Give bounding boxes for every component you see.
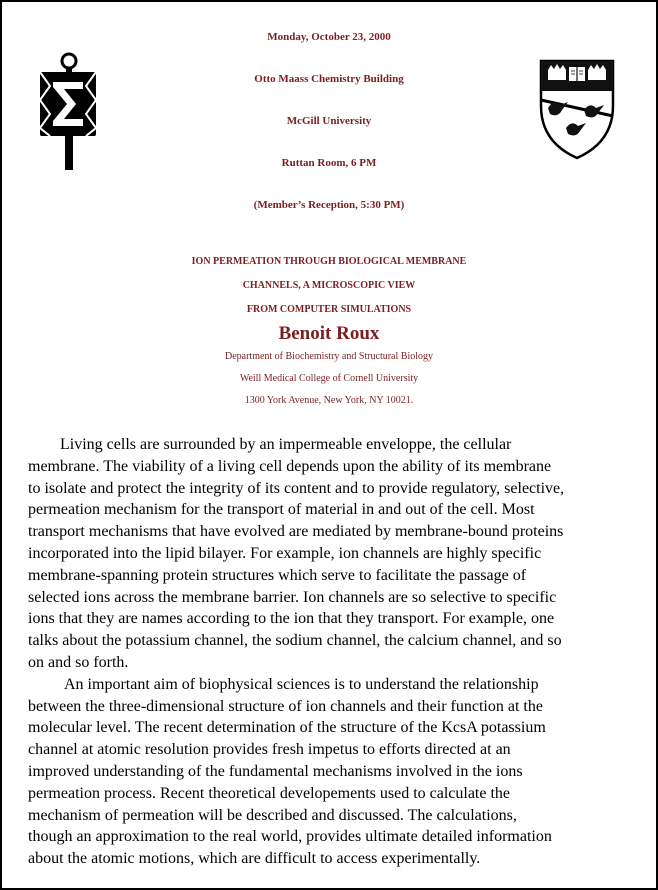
abstract-line: between the three-dimensional structure of ion channels and their function at the bbox=[28, 697, 543, 715]
talk-title-line: ION PERMEATION THROUGH BIOLOGICAL MEMBRANE bbox=[191, 256, 467, 267]
affiliation-line: Weill Medical College of Cornell University bbox=[239, 373, 419, 384]
event-room-time: Ruttan Room, 6 PM bbox=[281, 157, 377, 169]
talk-title-line: FROM COMPUTER SIMULATIONS bbox=[246, 304, 412, 315]
talk-title-line: CHANNELS, A MICROSCOPIC VIEW bbox=[242, 280, 416, 291]
abstract-paragraph-1 bbox=[28, 434, 640, 674]
abstract-line: selected ions across the membrane barrier. Ion channels are so selective to specific bbox=[28, 588, 557, 606]
abstract-line: mechanism of permeation will be described and discussed. The calculations, bbox=[28, 806, 517, 824]
abstract-line: though an approximation to the real world, provides ultimate detailed information bbox=[28, 828, 552, 846]
abstract-line: permeation mechanism for the transport of material in and out of the cell. Most bbox=[28, 501, 535, 519]
event-building: Otto Maass Chemistry Building bbox=[254, 73, 404, 85]
speaker-name: Benoit Roux bbox=[278, 323, 380, 344]
event-university: McGill University bbox=[286, 115, 372, 127]
abstract-line: transport mechanisms that have evolved are mediated by membrane-bound proteins bbox=[28, 523, 564, 541]
event-reception: (Member’s Reception, 5:30 PM) bbox=[253, 199, 405, 211]
speaker-affiliation bbox=[2, 346, 656, 412]
abstract-line: on and so forth. bbox=[28, 653, 129, 671]
abstract-line: channel at atomic resolution provides fresh impetus to efforts directed at an bbox=[28, 741, 511, 759]
event-header bbox=[2, 16, 656, 226]
abstract-line: ions that they are names according to the ion that they transport. For example, one bbox=[28, 610, 555, 628]
abstract-line: talks about the potassium channel, the sodium channel, the calcium channel, and so bbox=[28, 632, 562, 650]
abstract-line: about the atomic motions, which are difficult to access experimentally. bbox=[28, 850, 481, 868]
abstract-line: An important aim of biophysical sciences is to understand the relationship bbox=[64, 675, 539, 693]
abstract-line: improved understanding of the fundamental mechanisms involved in the ions bbox=[28, 762, 523, 780]
event-date: Monday, October 23, 2000 bbox=[267, 31, 391, 43]
talk-title bbox=[2, 250, 656, 322]
abstract-line: membrane-spanning protein structures which serve to facilitate the passage of bbox=[28, 566, 527, 584]
abstract-paragraph-2 bbox=[28, 674, 640, 870]
abstract-line: membrane. The viability of a living cell depends upon the ability of its membrane bbox=[28, 457, 552, 475]
talk-info bbox=[2, 250, 656, 412]
abstract bbox=[28, 434, 640, 870]
abstract-line: molecular level. The recent determination of the structure of the KcsA potassium bbox=[28, 719, 546, 737]
abstract-line: incorporated into the lipid bilayer. For example, ion channels are highly specific bbox=[28, 544, 542, 562]
affiliation-line: Department of Biochemistry and Structural Biology bbox=[224, 351, 433, 362]
affiliation-line: 1300 York Avenue, New York, NY 10021. bbox=[244, 395, 414, 406]
abstract-line: to isolate and protect the integrity of its content and to provide regulatory, selective, bbox=[28, 479, 565, 497]
abstract-line: permeation process. Recent theoretical developements used to calculate the bbox=[28, 784, 511, 802]
abstract-line: Living cells are surrounded by an impermeable enveloppe, the cellular bbox=[60, 436, 512, 453]
